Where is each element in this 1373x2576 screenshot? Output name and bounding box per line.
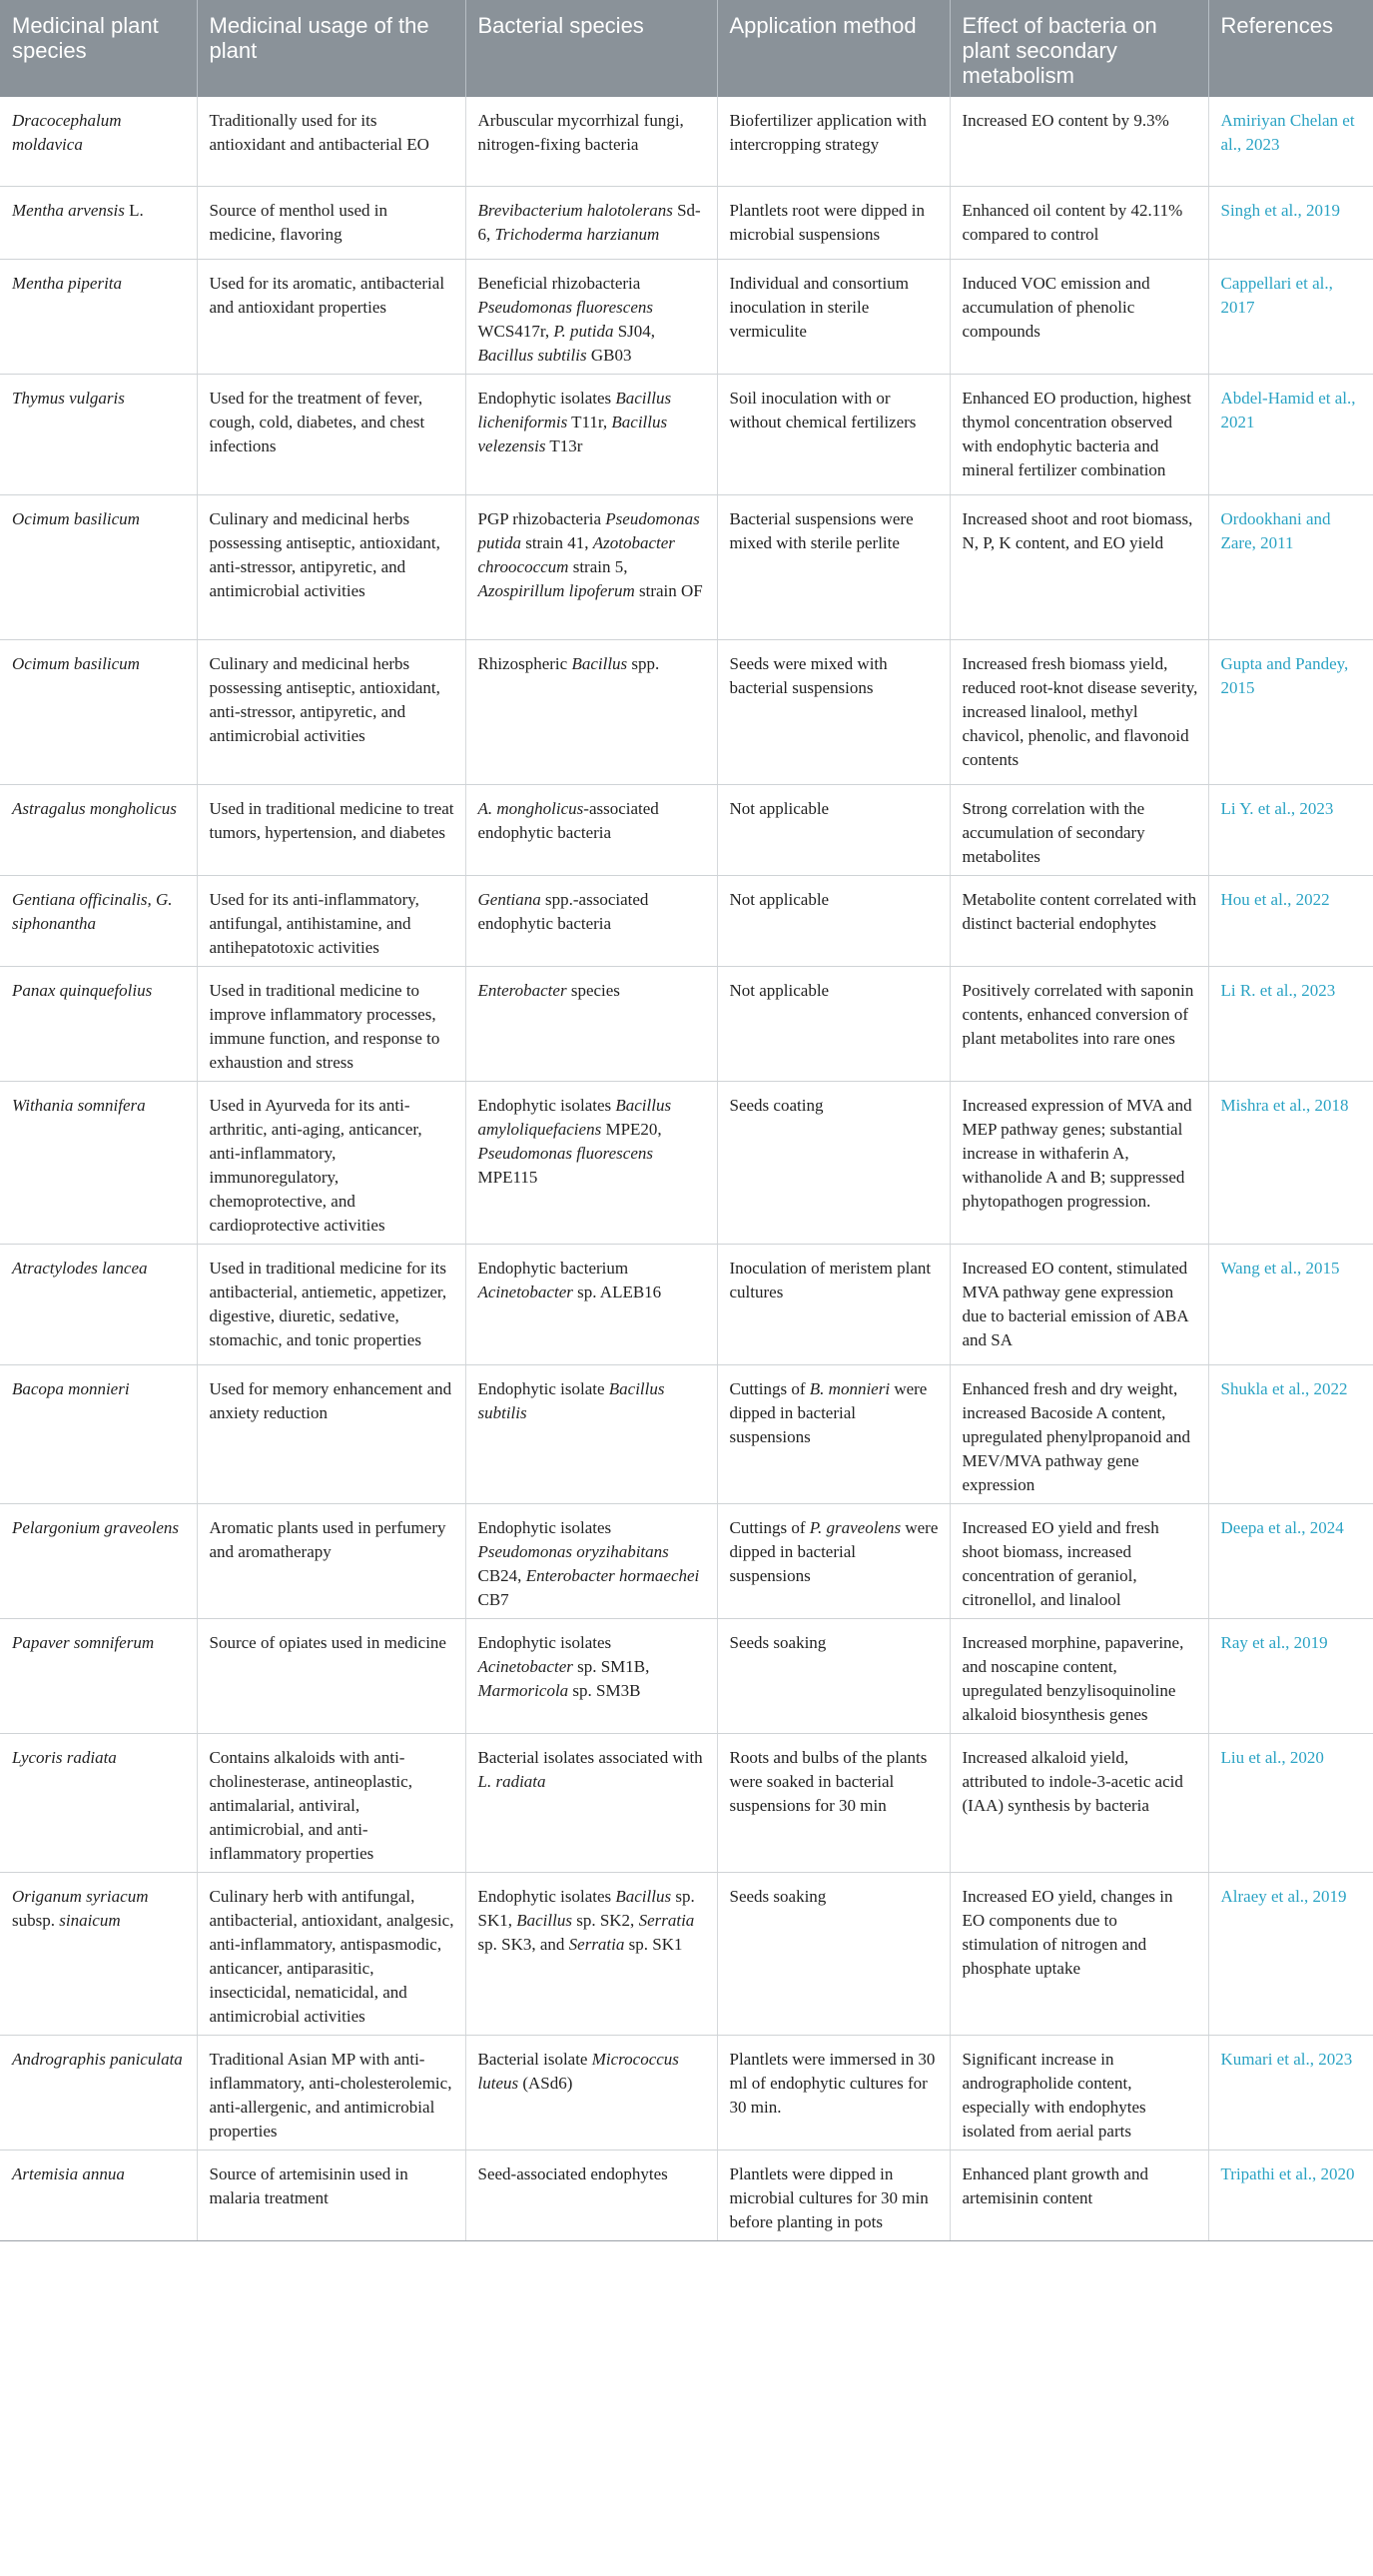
bacterial-species-cell-segment: sp. SM1B, <box>572 1656 650 1676</box>
table-row <box>0 639 1373 784</box>
effect-cell: Increased EO yield, changes in EO components due to stimulation of nitrogen and phosphate uptake <box>950 1872 1208 2035</box>
plant-species-cell-segment: Dracocephalum moldavica <box>12 111 122 154</box>
plant-species-cell <box>0 875 197 966</box>
bacterial-species-cell <box>465 1872 717 2035</box>
bacterial-species-cell-segment: Bacillus <box>571 653 628 673</box>
medicinal-usage-cell: Traditional Asian MP with anti-inflammatory, anti-cholesterolemic, anti-allergenic, and antimicrobial properties <box>197 2035 465 2149</box>
bacterial-species-cell-segment: MPE115 <box>477 1167 538 1187</box>
plant-species-cell-segment: Pelargonium graveolens <box>12 1517 179 1537</box>
bacterial-species-cell <box>465 494 717 639</box>
application-method-cell <box>717 97 950 186</box>
effect-cell: Increased shoot and root biomass, N, P, K content, and EO yield <box>950 494 1208 639</box>
bacterial-species-cell <box>465 2035 717 2149</box>
bacterial-species-cell-segment: Endophytic isolates <box>477 1517 612 1537</box>
plant-species-cell <box>0 1872 197 2035</box>
bacterial-species-cell-segment: Bacillus subtilis <box>477 345 587 365</box>
application-method-cell-segment: Seeds soaking <box>729 1632 827 1652</box>
medicinal-usage-cell: Used in traditional medicine to improve inflammatory processes, immune function, and response to exhaustion and stress <box>197 966 465 1081</box>
bacterial-species-cell-segment: Endophytic isolate <box>477 1378 609 1398</box>
effect-cell: Enhanced fresh and dry weight, increased Bacoside A content, upregulated phenylpropanoid and MEV/MVA pathway gene expression <box>950 1364 1208 1503</box>
medicinal-usage-cell: Used in traditional medicine to treat tumors, hypertension, and diabetes <box>197 784 465 875</box>
application-method-cell <box>717 1081 950 1244</box>
application-method-cell-segment: Plantlets root were dipped in microbial suspensions <box>729 200 925 244</box>
bacterial-species-cell-segment: Enterobacter hormaechei <box>525 1565 700 1585</box>
application-method-cell <box>717 1244 950 1364</box>
application-method-cell <box>717 1364 950 1503</box>
application-method-cell-segment: Bacterial suspensions were mixed with sterile perlite <box>729 508 914 552</box>
effect-cell: Increased alkaloid yield, attributed to indole-3-acetic acid (IAA) synthesis by bacteria <box>950 1733 1208 1872</box>
effect-cell: Metabolite content correlated with distinct bacterial endophytes <box>950 875 1208 966</box>
reference-link[interactable]: Ray et al., 2019 <box>1208 1618 1373 1733</box>
application-method-cell-segment: Plantlets were dipped in microbial cultures for 30 min before planting in pots <box>729 2163 929 2231</box>
bacterial-species-cell-segment: Bacillus <box>615 1886 672 1906</box>
bacterial-species-cell-segment: Serratia <box>568 1934 625 1954</box>
header-effect: Effect of bacteria on plant secondary metabolism <box>950 0 1208 97</box>
application-method-cell <box>717 374 950 494</box>
medicinal-usage-cell: Culinary herb with antifungal, antibacterial, antioxidant, analgesic, anti-inflammatory, antispasmodic, anticancer, antiparasitic, insecticidal, nematicidal, and antimicrobial activities <box>197 1872 465 2035</box>
bacterial-species-cell <box>465 875 717 966</box>
table-row <box>0 1503 1373 1618</box>
table-row <box>0 2035 1373 2149</box>
bacterial-species-cell-segment: Micrococcus luteus <box>477 2049 679 2093</box>
bacterial-species-cell-segment: Gentiana <box>477 889 541 909</box>
bacterial-species-cell-segment: WCS417r, <box>477 321 554 341</box>
medicinal-usage-cell: Source of opiates used in medicine <box>197 1618 465 1733</box>
bacterial-species-cell-segment: Endophytic isolates <box>477 1886 616 1906</box>
plant-species-cell <box>0 186 197 259</box>
effect-cell: Strong correlation with the accumulation of secondary metabolites <box>950 784 1208 875</box>
bacterial-species-cell-segment: -associated endophytic bacteria <box>477 798 659 842</box>
bacterial-species-cell-segment: spp. <box>627 653 660 673</box>
plant-species-cell <box>0 1364 197 1503</box>
bacterial-species-cell-segment: species <box>566 980 620 1000</box>
table-row <box>0 784 1373 875</box>
application-method-cell <box>717 494 950 639</box>
table-row <box>0 1872 1373 2035</box>
table-row <box>0 259 1373 374</box>
bacterial-species-cell-segment: Bacillus amyloliquefaciens <box>477 1095 672 1139</box>
medicinal-usage-cell: Culinary and medicinal herbs possessing antiseptic, antioxidant, anti-stressor, antipyretic, and antimicrobial activities <box>197 639 465 784</box>
plant-species-cell-segment: Ocimum basilicum <box>12 508 140 528</box>
bacterial-species-cell-segment: Pseudomonas putida <box>477 508 700 552</box>
bacterial-species-cell-segment: strain OF <box>634 580 703 600</box>
medicinal-usage-cell: Used in Ayurveda for its anti-arthritic, anti-aging, anticancer, anti-inflammatory, immunoregulatory, chemoprotective, and cardioprotective activities <box>197 1081 465 1244</box>
plant-species-cell <box>0 1081 197 1244</box>
bacterial-species-cell <box>465 1733 717 1872</box>
plant-species-cell <box>0 1244 197 1364</box>
bacterial-species-cell-segment: Sd-6, <box>477 200 701 244</box>
plant-species-cell-segment: Origanum syriacum <box>12 1886 149 1906</box>
reference-link[interactable]: Hou et al., 2022 <box>1208 875 1373 966</box>
bacterial-species-cell-segment: P. putida <box>553 321 614 341</box>
reference-link[interactable]: Deepa et al., 2024 <box>1208 1503 1373 1618</box>
medicinal-usage-cell: Culinary and medicinal herbs possessing antiseptic, antioxidant, anti-stressor, antipyretic, and antimicrobial activities <box>197 494 465 639</box>
reference-link[interactable]: Singh et al., 2019 <box>1208 186 1373 259</box>
medicinal-usage-cell: Source of menthol used in medicine, flavoring <box>197 186 465 259</box>
medicinal-usage-cell: Source of artemisinin used in malaria treatment <box>197 2149 465 2240</box>
reference-link[interactable]: Ordookhani and Zare, 2011 <box>1208 494 1373 639</box>
reference-link[interactable]: Abdel-Hamid et al., 2021 <box>1208 374 1373 494</box>
application-method-cell <box>717 1503 950 1618</box>
header-application-method: Application method <box>717 0 950 97</box>
application-method-cell <box>717 875 950 966</box>
bacterial-species-cell-segment: Acinetobacter <box>477 1282 573 1301</box>
plant-species-cell-segment: Artemisia annua <box>12 2163 125 2183</box>
effect-cell: Increased fresh biomass yield, reduced root-knot disease severity, increased linalool, methyl chavicol, phenolic, and flavonoid contents <box>950 639 1208 784</box>
bacterial-species-cell <box>465 784 717 875</box>
application-method-cell-segment: Seeds were mixed with bacterial suspensions <box>729 653 888 697</box>
bacterial-species-cell <box>465 1364 717 1503</box>
application-method-cell <box>717 1872 950 2035</box>
application-method-cell-segment: Inoculation of meristem plant cultures <box>729 1258 932 1301</box>
application-method-cell-segment: Biofertilizer application with intercropping strategy <box>729 111 927 154</box>
medicinal-usage-cell: Used for its anti-inflammatory, antifungal, antihistamine, and antihepatotoxic activities <box>197 875 465 966</box>
bacterial-species-cell-segment: Pseudomonas fluorescens <box>477 1143 653 1163</box>
application-method-cell-segment: Cuttings of <box>729 1378 810 1398</box>
plant-species-cell <box>0 1618 197 1733</box>
bacterial-species-cell <box>465 1503 717 1618</box>
plant-species-cell-segment: Mentha arvensis <box>12 200 125 220</box>
header-references: References <box>1208 0 1373 97</box>
bacterial-species-cell-segment: Bacillus <box>516 1910 572 1930</box>
bacterial-species-cell-segment: strain 5, <box>568 556 628 576</box>
plant-species-cell-segment: Gentiana officinalis, G. siphonantha <box>12 889 173 933</box>
table-row <box>0 1733 1373 1872</box>
application-method-cell-segment: Soil inoculation with or without chemical fertilizers <box>729 388 917 431</box>
bacterial-species-cell-segment: Bacillus licheniformis <box>477 388 672 431</box>
bacterial-species-cell-segment: Endophytic isolates <box>477 388 616 408</box>
medicinal-usage-cell: Used in traditional medicine for its antibacterial, antiemetic, appetizer, digestive, diuretic, sedative, stomachic, and tonic properties <box>197 1244 465 1364</box>
application-method-cell-segment: Not applicable <box>729 889 830 909</box>
plant-species-cell-segment: Papaver somniferum <box>12 1632 155 1652</box>
effect-cell: Positively correlated with saponin contents, enhanced conversion of plant metabolites into rare ones <box>950 966 1208 1081</box>
plant-species-cell <box>0 2149 197 2240</box>
bacterial-species-cell-segment: sp. SK2, <box>571 1910 639 1930</box>
medicinal-usage-cell: Contains alkaloids with anti-cholinesterase, antineoplastic, antimalarial, antiviral, antimicrobial, and anti-inflammatory properties <box>197 1733 465 1872</box>
bacterial-species-cell <box>465 97 717 186</box>
reference-link[interactable]: Amiriyan Chelan et al., 2023 <box>1208 97 1373 186</box>
plant-species-cell-segment: subsp. <box>12 1910 60 1930</box>
bacterial-species-cell-segment: GB03 <box>586 345 632 365</box>
plant-species-cell <box>0 259 197 374</box>
bacterial-species-cell-segment: sp. SM3B <box>568 1680 641 1700</box>
table-row <box>0 186 1373 259</box>
bacterial-species-cell-segment: SJ04, <box>613 321 656 341</box>
bacterial-species-cell-segment: spp.-associated endophytic bacteria <box>477 889 649 933</box>
bacterial-species-cell <box>465 186 717 259</box>
bacterial-species-cell-segment: Endophytic bacterium <box>477 1258 629 1278</box>
application-method-cell <box>717 186 950 259</box>
reference-link[interactable]: Cappellari et al., 2017 <box>1208 259 1373 374</box>
reference-link[interactable]: Mishra et al., 2018 <box>1208 1081 1373 1244</box>
plant-species-cell-segment: Atractylodes lancea <box>12 1258 148 1278</box>
bacterial-species-cell-segment: Bacillus velezensis <box>477 412 668 455</box>
plant-species-cell <box>0 784 197 875</box>
application-method-cell-segment: Plantlets were immersed in 30 ml of endophytic cultures for 30 min. <box>729 2049 936 2117</box>
bacterial-species-cell-segment: CB24, <box>477 1565 526 1585</box>
bacterial-species-cell-segment: Seed-associated endophytes <box>477 2163 668 2183</box>
bacterial-species-cell <box>465 259 717 374</box>
bacterial-species-cell-segment: strain 41, <box>520 532 593 552</box>
header-plant-species: Medicinal plant species <box>0 0 197 97</box>
table-row <box>0 1618 1373 1733</box>
application-method-cell-segment: were dipped in bacterial suspensions <box>729 1517 939 1585</box>
plant-species-cell-segment: Lycoris radiata <box>12 1747 117 1767</box>
bacterial-species-cell-segment: Azotobacter chroococcum <box>477 532 675 576</box>
application-method-cell-segment: P. graveolens <box>809 1517 902 1537</box>
bacterial-species-cell-segment: sp. SK1 <box>624 1934 683 1954</box>
medicinal-usage-cell: Used for its aromatic, antibacterial and antioxidant properties <box>197 259 465 374</box>
bacterial-species-cell-segment: T13r <box>545 435 583 455</box>
header-row <box>0 0 1373 97</box>
reference-link[interactable]: Li R. et al., 2023 <box>1208 966 1373 1081</box>
medicinal-usage-cell: Used for the treatment of fever, cough, cold, diabetes, and chest infections <box>197 374 465 494</box>
application-method-cell <box>717 1618 950 1733</box>
bacterial-species-cell-segment: Endophytic isolates <box>477 1632 612 1652</box>
bacterial-species-cell-segment: T11r, <box>567 412 612 431</box>
bacterial-species-cell-segment: Serratia <box>638 1910 695 1930</box>
application-method-cell <box>717 259 950 374</box>
medicinal-usage-cell: Traditionally used for its antioxidant and antibacterial EO <box>197 97 465 186</box>
bacterial-species-cell-segment: Pseudomonas fluorescens <box>477 297 653 317</box>
plant-species-cell <box>0 1503 197 1618</box>
bacterial-species-cell <box>465 374 717 494</box>
application-method-cell <box>717 2149 950 2240</box>
table-row <box>0 966 1373 1081</box>
application-method-cell-segment: were dipped in bacterial suspensions <box>729 1378 928 1446</box>
bacterial-species-cell-segment: Endophytic isolates <box>477 1095 616 1115</box>
plant-species-cell <box>0 2035 197 2149</box>
effect-cell: Significant increase in andrographolide content, especially with endophytes isolated from aerial parts <box>950 2035 1208 2149</box>
reference-link[interactable]: Tripathi et al., 2020 <box>1208 2149 1373 2240</box>
bacterial-species-cell-segment: MPE20, <box>601 1119 662 1139</box>
bacterial-species-cell <box>465 1618 717 1733</box>
application-method-cell <box>717 2035 950 2149</box>
table-row <box>0 2149 1373 2240</box>
bacterial-species-cell-segment: Brevibacterium halotolerans <box>477 200 673 220</box>
bacterial-species-cell-segment: Marmoricola <box>477 1680 569 1700</box>
bacterial-species-cell-segment: CB7 <box>477 1589 509 1609</box>
application-method-cell-segment: Seeds coating <box>729 1095 824 1115</box>
bacterial-species-cell <box>465 966 717 1081</box>
application-method-cell-segment: Roots and bulbs of the plants were soaked in bacterial suspensions for 30 min <box>729 1747 928 1815</box>
table-row <box>0 374 1373 494</box>
application-method-cell <box>717 966 950 1081</box>
bacterial-species-cell-segment: Arbuscular mycorrhizal fungi, nitrogen-fixing bacteria <box>477 111 684 154</box>
plant-species-cell-segment: sinaicum <box>59 1910 121 1930</box>
bacterial-species-cell-segment: sp. ALEB16 <box>572 1282 662 1301</box>
bacterial-species-cell-segment: Bacillus subtilis <box>477 1378 665 1422</box>
table-row <box>0 1081 1373 1244</box>
effect-cell: Increased EO yield and fresh shoot biomass, increased concentration of geraniol, citronellol, and linalool <box>950 1503 1208 1618</box>
medicinal-usage-cell: Aromatic plants used in perfumery and aromatherapy <box>197 1503 465 1618</box>
bacterial-species-cell-segment: L. radiata <box>477 1771 546 1791</box>
reference-link[interactable]: Liu et al., 2020 <box>1208 1733 1373 1872</box>
reference-link[interactable]: Gupta and Pandey, 2015 <box>1208 639 1373 784</box>
bacterial-species-cell-segment: sp. SK1, <box>477 1886 695 1930</box>
bacterial-species-cell <box>465 2149 717 2240</box>
plant-species-cell-segment: Ocimum basilicum <box>12 653 140 673</box>
medicinal-usage-cell: Used for memory enhancement and anxiety reduction <box>197 1364 465 1503</box>
bacterial-species-cell-segment: sp. SK3, and <box>477 1934 569 1954</box>
bacterial-species-cell-segment: PGP rhizobacteria <box>477 508 606 528</box>
bacterial-species-cell-segment: A. mongholicus <box>477 798 584 818</box>
plant-species-cell-segment: Andrographis paniculata <box>12 2049 183 2069</box>
effect-cell: Increased expression of MVA and MEP pathway genes; substantial increase in withaferin A, withanolide A and B; suppressed phytopathogen progression. <box>950 1081 1208 1244</box>
application-method-cell-segment: Individual and consortium inoculation in sterile vermiculite <box>729 273 909 341</box>
plant-species-cell <box>0 1733 197 1872</box>
plant-species-cell-segment: Bacopa monnieri <box>12 1378 130 1398</box>
plant-species-cell <box>0 494 197 639</box>
plant-species-cell-segment: Thymus vulgaris <box>12 388 125 408</box>
table-row <box>0 1364 1373 1503</box>
header-medicinal-usage: Medicinal usage of the plant <box>197 0 465 97</box>
header-bacterial-species: Bacterial species <box>465 0 717 97</box>
table-row <box>0 1244 1373 1364</box>
plant-species-cell-segment: Astragalus mongholicus <box>12 798 177 818</box>
bacterial-species-cell-segment: Bacterial isolate <box>477 2049 592 2069</box>
bacterial-species-cell-segment: Pseudomonas oryzihabitans <box>477 1541 669 1561</box>
effect-cell: Enhanced oil content by 42.11% compared to control <box>950 186 1208 259</box>
plant-species-cell <box>0 374 197 494</box>
plant-species-cell <box>0 97 197 186</box>
bacterial-species-cell <box>465 1081 717 1244</box>
effect-cell: Induced VOC emission and accumulation of phenolic compounds <box>950 259 1208 374</box>
bacterial-species-cell-segment: Rhizospheric <box>477 653 572 673</box>
plant-species-cell <box>0 966 197 1081</box>
reference-link[interactable]: Shukla et al., 2022 <box>1208 1364 1373 1503</box>
effect-cell: Enhanced plant growth and artemisinin content <box>950 2149 1208 2240</box>
application-method-cell-segment: Not applicable <box>729 798 830 818</box>
reference-link[interactable]: Alraey et al., 2019 <box>1208 1872 1373 2035</box>
application-method-cell-segment: Seeds soaking <box>729 1886 827 1906</box>
application-method-cell <box>717 639 950 784</box>
application-method-cell <box>717 784 950 875</box>
effect-cell: Increased EO content, stimulated MVA pathway gene expression due to bacterial emission of ABA and SA <box>950 1244 1208 1364</box>
table-body <box>0 97 1373 2240</box>
bacterial-species-cell-segment: Acinetobacter <box>477 1656 573 1676</box>
table-row <box>0 875 1373 966</box>
plant-species-cell-segment: Withania somnifera <box>12 1095 146 1115</box>
table-header <box>0 0 1373 97</box>
bacterial-species-cell-segment: Beneficial rhizobacteria <box>477 273 641 293</box>
bacterial-species-cell-segment: Azospirillum lipoferum <box>477 580 635 600</box>
bacterial-species-cell <box>465 1244 717 1364</box>
bacterial-species-cell-segment: Enterobacter <box>477 980 567 1000</box>
application-method-cell-segment: Not applicable <box>729 980 830 1000</box>
application-method-cell <box>717 1733 950 1872</box>
bacterial-species-cell-segment: (ASd6) <box>518 2073 573 2093</box>
reference-link[interactable]: Wang et al., 2015 <box>1208 1244 1373 1364</box>
reference-link[interactable]: Kumari et al., 2023 <box>1208 2035 1373 2149</box>
table-row <box>0 97 1373 186</box>
plant-species-cell-segment: Mentha piperita <box>12 273 123 293</box>
plant-species-cell-segment: Panax quinquefolius <box>12 980 153 1000</box>
bacterial-species-cell-segment: Trichoderma harzianum <box>494 224 660 244</box>
table-row <box>0 494 1373 639</box>
application-method-cell-segment: Cuttings of <box>729 1517 810 1537</box>
effect-cell: Enhanced EO production, highest thymol concentration observed with endophytic bacteria and mineral fertilizer combination <box>950 374 1208 494</box>
effect-cell: Increased EO content by 9.3% <box>950 97 1208 186</box>
reference-link[interactable]: Li Y. et al., 2023 <box>1208 784 1373 875</box>
application-method-cell-segment: B. monnieri <box>809 1378 891 1398</box>
plant-species-cell <box>0 639 197 784</box>
bacterial-species-cell-segment: Bacterial isolates associated with <box>477 1747 703 1767</box>
effect-cell: Increased morphine, papaverine, and noscapine content, upregulated benzylisoquinoline alkaloid biosynthesis genes <box>950 1618 1208 1733</box>
plant-species-cell-segment: L. <box>124 200 144 220</box>
bacterial-species-cell <box>465 639 717 784</box>
